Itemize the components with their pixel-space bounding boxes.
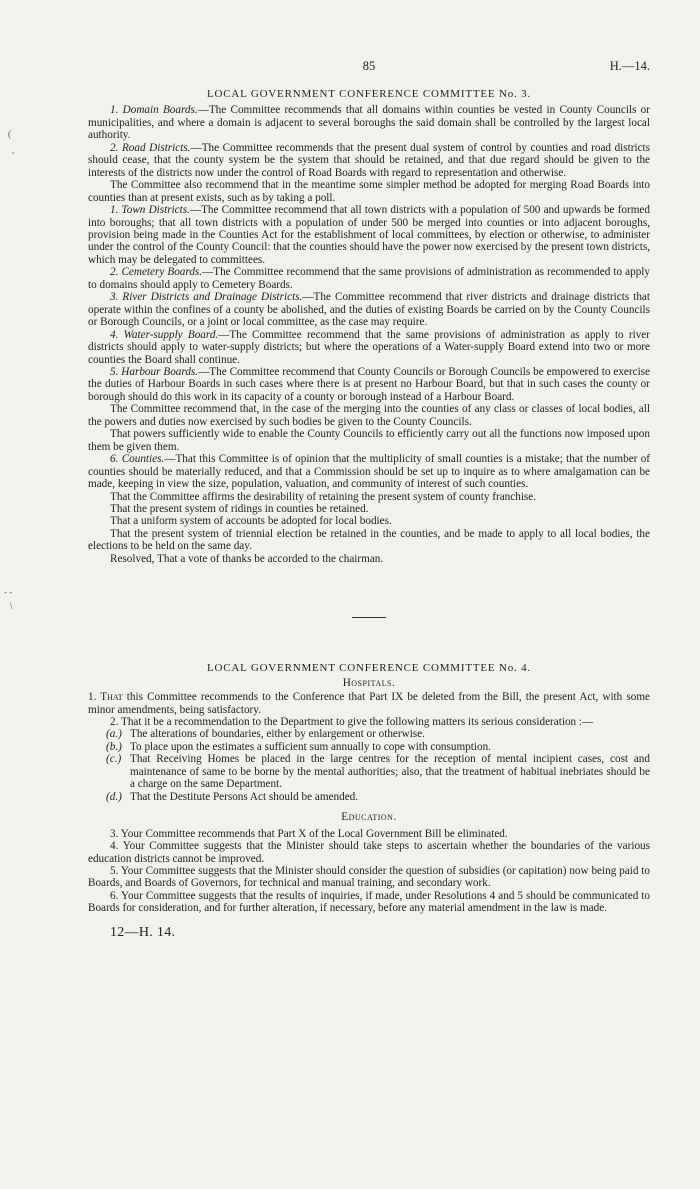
paragraph-lead: 1. Town Districts.	[110, 204, 190, 217]
paragraph-text: That the present system of triennial election be retained in the counties, and be made to apply to all local bodies, the elections to be held on the same day.	[88, 527, 650, 553]
paragraph-lead: 1. That	[88, 691, 123, 704]
page-number: 85	[362, 59, 376, 73]
section-divider	[352, 617, 386, 618]
section-body	[88, 104, 650, 565]
list-item-text: The alterations of boundaries, either by enlargement or otherwise.	[130, 728, 425, 741]
paragraph-text: The Committee also recommend that in the meantime some simpler method be adopted for merging Road Boards into counties than at present exists, such as by taking a poll.	[88, 179, 650, 204]
paragraph-lead: 5. Harbour Boards.	[110, 365, 199, 378]
paragraph-text: —The Committee recommend that the same provisions of administration as apply to river districts should apply to water-supply districts; but where the operations of a Water-supply Board extend into two or more counties the Board shall continue.	[88, 328, 650, 366]
list-item-text: That Receiving Homes be placed in the large centres for the reception of mental incipient cases, cost and maintenance of same to be borne by the mental authorities; also, that the treatment of habitual inebriates should be a charge on the same Department.	[130, 753, 650, 791]
paragraph-text: —The Committee recommend that County Councils or Borough Councils be empowered to exercise the duties of Harbour Boards in such cases where there is at present no Harbour Board, but that in such cases the county or borough should do this work in its capacity of a county or borough instead of a Harbour Board.	[88, 365, 650, 403]
list-item-label: (a.)	[106, 728, 122, 741]
paragraph-text: this Committee recommends to the Conference that Part IX be deleted from the Bill, the present Act, with some minor amendments, being satisfactory.	[88, 691, 650, 716]
paragraph-lead: 2. Cemetery Boards.	[110, 266, 203, 279]
paragraph-lead: 6. Counties.	[110, 453, 165, 466]
margin-mark: - -	[4, 587, 13, 597]
paragraph	[88, 428, 650, 453]
paragraph	[88, 104, 650, 141]
section-title: LOCAL GOVERNMENT CONFERENCE COMMITTEE No. 4.	[207, 662, 531, 675]
list-item	[88, 791, 650, 803]
document-reference: H.—14.	[609, 59, 650, 73]
paragraph	[88, 179, 650, 204]
list-item-text: To place upon the estimates a sufficient sum annually to cope with consumption.	[130, 740, 491, 753]
paragraph	[88, 366, 650, 403]
signature-footer: 12—H. 14.	[110, 924, 176, 940]
margin-mark: (	[8, 129, 11, 139]
list-item-label: (d.)	[106, 790, 122, 803]
paragraph: 2. That it be a recommendation to the Department to give the following matters its serious consideration :—	[110, 716, 594, 729]
paragraph-lead: 3. River Districts and Drainage Districts.	[110, 291, 303, 304]
page-header	[88, 60, 650, 78]
list-item	[88, 728, 650, 740]
paragraph	[88, 691, 650, 716]
paragraph-text: —The Committee recommends that the present dual system of control by counties and road districts should cease, that the county system be the system that should be retained, and that due regard should be given to the interests of the districts now under the control of Road Boards with regard to representation and otherwise.	[88, 141, 651, 179]
paragraph-text: —The Committee recommend that river districts and drainage districts that operate within the confines of a county be abolished, and the duties of existing Boards be carried on by the County Councils or Borough Councils, or a joint or local committee, as the case may require.	[88, 291, 650, 329]
paragraph	[88, 291, 650, 328]
hospitals-heading: Hospitals.	[342, 676, 396, 689]
paragraph	[88, 491, 650, 503]
paragraph	[88, 553, 650, 565]
paragraph	[88, 142, 650, 179]
paragraph-text: Resolved, That a vote of thanks be accorded to the chairman.	[110, 552, 384, 565]
paragraph: 5. Your Committee suggests that the Minister should consider the question of subsidies (or capitation) now being paid to Boards, and Boards of Governors, for technical and manual training, and secondary work.	[88, 865, 650, 890]
paragraph	[88, 329, 650, 366]
paragraph	[88, 453, 650, 490]
paragraph	[88, 515, 650, 527]
paragraph	[88, 204, 650, 266]
section-title: LOCAL GOVERNMENT CONFERENCE COMMITTEE No. 3.	[207, 88, 531, 100]
list-item-text: That the Destitute Persons Act should be amended.	[130, 790, 359, 803]
paragraph-text: —The Committee recommend that all town districts with a population of 500 and upwards be formed into boroughs; that all town districts with a population of under 500 be merged into counties or into adjacent boroughs, provision being made in the Counties Act for the establishment of local committees, by election or otherwise, to administer under the control of the County Council: that the counties should have the power now exercised by the present town districts, which may be delegated to committees.	[88, 204, 650, 266]
paragraph: 6. Your Committee suggests that the results of inquiries, if made, under Resolutions 4 and 5 should be communicated to Boards for consideration, and for further alteration, if necessary, before any material amendment in the law is made.	[88, 889, 650, 915]
paragraph: 4. Your Committee suggests that the Minister should take steps to ascertain whether the boundaries of the various education districts cannot be improved.	[88, 840, 650, 865]
list-item-label: (b.)	[106, 740, 122, 753]
paragraph	[88, 403, 650, 428]
margin-mark: \	[10, 601, 13, 611]
paragraph	[88, 266, 650, 291]
paragraph-text: —The Committee recommends that all domains within counties be vested in County Councils or municipalities, and where a domain is adjacent to several boroughs the said domain shall be controlled by the largest local authority.	[88, 104, 650, 142]
paragraph-text: —The Committee recommend that the same provisions of administration as recommended to apply to domains should apply to Cemetery Boards.	[88, 266, 650, 291]
paragraph-text: —That this Committee is of opinion that the multiplicity of small counties is a mistake; that the number of counties should be materially reduced, and that a Commission should be set up to inquire as to where amalgamation can be made, keeping in view the size, population, valuation, and community of interest of such counties.	[88, 453, 651, 491]
paragraph-lead: 1. Domain Boards.	[110, 104, 198, 117]
list-item-label: (c.)	[106, 753, 122, 766]
paragraph: 3. Your Committee recommends that Part X of the Local Government Bill be eliminated.	[110, 827, 508, 840]
education-heading: Education.	[341, 811, 397, 824]
paragraph-text: That the Committee affirms the desirability of retaining the present system of county franchise.	[110, 490, 537, 503]
paragraph-text: The Committee recommend that, in the case of the merging into the counties of any class or classes of local bodies, all the powers and duties now exercised by such bodies be given to the County Councils.	[88, 403, 650, 428]
paragraph-text: That a uniform system of accounts be adopted for local bodies.	[110, 515, 392, 528]
paragraph-text: That powers sufficiently wide to enable the County Councils to efficiently carry out all the functions now imposed upon them be given them.	[88, 428, 650, 453]
paragraph-lead: 2. Road Districts.	[110, 141, 191, 154]
paragraph	[88, 528, 650, 553]
paragraph-lead: 4. Water-supply Board.	[110, 328, 219, 341]
list-item	[88, 741, 650, 753]
paragraph	[88, 503, 650, 515]
list-item	[88, 753, 650, 790]
margin-mark: ,	[12, 145, 15, 155]
paragraph-text: That the present system of ridings in counties be retained.	[110, 502, 369, 515]
